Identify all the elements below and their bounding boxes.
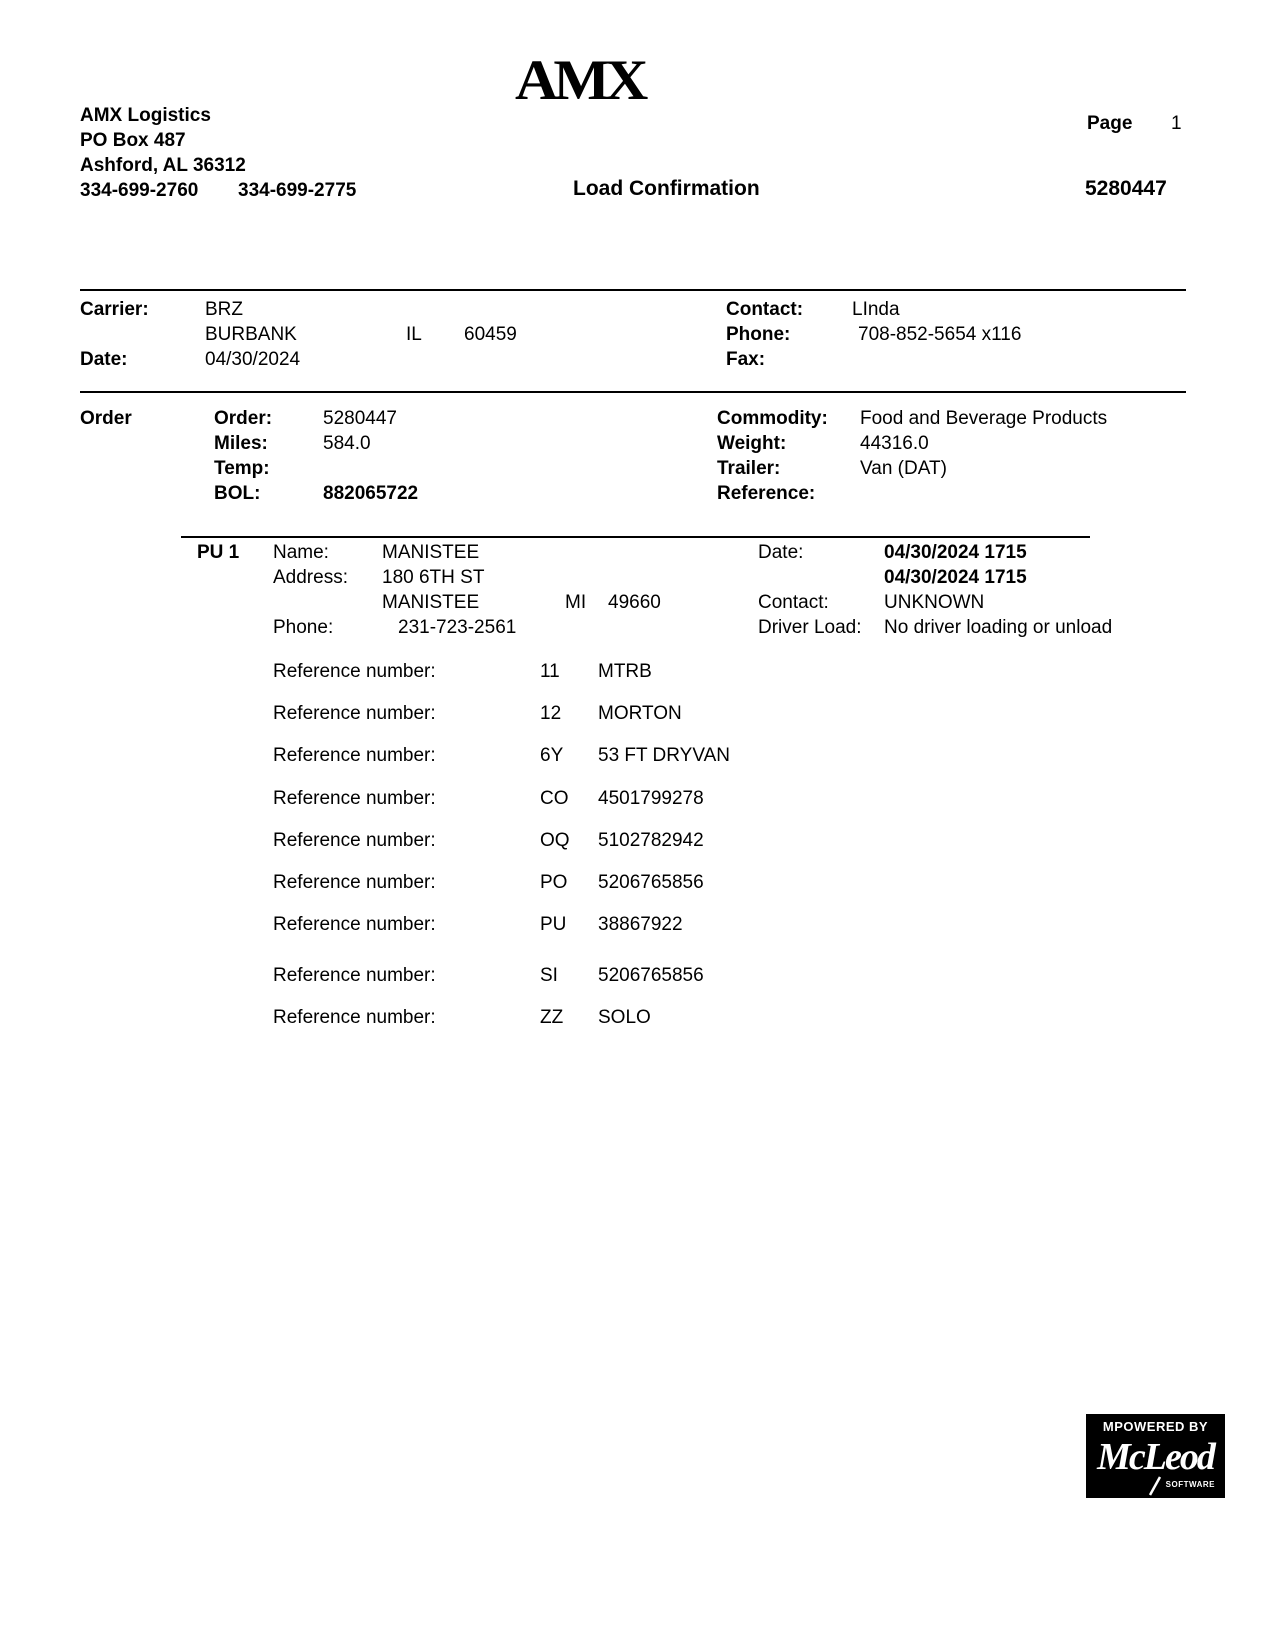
software-text: SOFTWARE <box>1165 1480 1215 1489</box>
reference-row-label: Reference number: <box>273 703 436 724</box>
carrier-city: BURBANK <box>205 324 297 345</box>
trailer-label: Trailer: <box>717 458 781 479</box>
carrier-contact: LInda <box>852 299 900 320</box>
reference-row-code: 11 <box>540 661 560 682</box>
carrier-date: 04/30/2024 <box>205 349 301 370</box>
carrier-state: IL <box>406 324 422 345</box>
reference-row-code: 6Y <box>540 745 564 766</box>
powered-by-text: MPOWERED BY <box>1102 1419 1209 1434</box>
pickup-contact-label: Contact: <box>758 592 829 613</box>
divider-middle <box>80 391 1186 393</box>
trailer-value: Van (DAT) <box>860 458 947 479</box>
commodity-value: Food and Beverage Products <box>860 408 1108 429</box>
reference-row-code: SI <box>540 965 558 986</box>
pickup-address: 180 6TH ST <box>382 567 485 588</box>
pickup-state: MI <box>565 592 587 613</box>
reference-row-value: 5102782942 <box>598 830 704 851</box>
reference-row-label: Reference number: <box>273 1007 436 1028</box>
company-logo: AMX <box>515 48 644 112</box>
company-phone-2: 334-699-2775 <box>238 180 357 201</box>
reference-row-code: CO <box>540 788 569 809</box>
reference-row-value: MORTON <box>598 703 682 724</box>
reference-row-label: Reference number: <box>273 914 436 935</box>
company-phone-1: 334-699-2760 <box>80 180 199 201</box>
pickup-phone: 231-723-2561 <box>398 617 517 638</box>
mcleod-logo: McLeod <box>1097 1436 1214 1478</box>
reference-row-value: 53 FT DRYVAN <box>598 745 730 766</box>
document-number: 5280447 <box>1085 177 1167 200</box>
reference-row-value: MTRB <box>598 661 652 682</box>
reference-row-value: 5206765856 <box>598 872 704 893</box>
reference-row-value: 38867922 <box>598 914 683 935</box>
pickup-date-label: Date: <box>758 542 804 563</box>
pickup-name: MANISTEE <box>382 542 480 563</box>
document-title: Load Confirmation <box>573 177 760 200</box>
weight-label: Weight: <box>717 433 787 454</box>
carrier-phone: 708-852-5654 x116 <box>858 324 1022 345</box>
pickup-driver-load-label: Driver Load: <box>758 617 862 638</box>
carrier-fax-label: Fax: <box>726 349 766 370</box>
temp-label: Temp: <box>214 458 270 479</box>
reference-label: Reference: <box>717 483 816 504</box>
commodity-label: Commodity: <box>717 408 828 429</box>
divider-pickup <box>181 536 1090 538</box>
company-address-line2: Ashford, AL 36312 <box>80 155 246 176</box>
reference-row-label: Reference number: <box>273 788 436 809</box>
carrier-label: Carrier: <box>80 299 149 320</box>
reference-row-label: Reference number: <box>273 661 436 682</box>
bol-label: BOL: <box>214 483 261 504</box>
divider-top <box>80 289 1186 291</box>
pickup-driver-load: No driver loading or unload <box>884 617 1113 638</box>
reference-row-code: PO <box>540 872 568 893</box>
reference-row-label: Reference number: <box>273 745 436 766</box>
reference-row-value: 5206765856 <box>598 965 704 986</box>
pickup-stop-label: PU 1 <box>197 542 240 563</box>
carrier-name: BRZ <box>205 299 243 320</box>
reference-row-label: Reference number: <box>273 965 436 986</box>
powered-by-badge <box>1086 1414 1225 1498</box>
reference-row-value: SOLO <box>598 1007 651 1028</box>
pickup-date-1: 04/30/2024 1715 <box>884 542 1027 563</box>
pickup-city: MANISTEE <box>382 592 480 613</box>
reference-row-code: 12 <box>540 703 562 724</box>
carrier-phone-label: Phone: <box>726 324 791 345</box>
reference-row-code: PU <box>540 914 567 935</box>
reference-row-label: Reference number: <box>273 872 436 893</box>
pickup-contact: UNKNOWN <box>884 592 985 613</box>
company-name: AMX Logistics <box>80 105 211 126</box>
pickup-phone-label: Phone: <box>273 617 334 638</box>
miles-label: Miles: <box>214 433 268 454</box>
carrier-date-label: Date: <box>80 349 128 370</box>
pickup-address-label: Address: <box>273 567 348 588</box>
carrier-zip: 60459 <box>464 324 517 345</box>
reference-row-value: 4501799278 <box>598 788 704 809</box>
reference-row-code: ZZ <box>540 1007 564 1028</box>
reference-row-code: OQ <box>540 830 570 851</box>
weight-value: 44316.0 <box>860 433 929 454</box>
bol-value: 882065722 <box>323 483 419 504</box>
pickup-name-label: Name: <box>273 542 329 563</box>
page-number: 1 <box>1171 113 1182 134</box>
pickup-date-2: 04/30/2024 1715 <box>884 567 1027 588</box>
order-section-label: Order <box>80 408 132 429</box>
order-number: 5280447 <box>323 408 397 429</box>
company-address-line1: PO Box 487 <box>80 130 186 151</box>
reference-row-label: Reference number: <box>273 830 436 851</box>
order-number-label: Order: <box>214 408 273 429</box>
carrier-contact-label: Contact: <box>726 299 804 320</box>
page-label: Page <box>1087 113 1133 134</box>
pickup-zip: 49660 <box>608 592 661 613</box>
miles-value: 584.0 <box>323 433 371 454</box>
swoosh-icon <box>1148 1476 1162 1496</box>
